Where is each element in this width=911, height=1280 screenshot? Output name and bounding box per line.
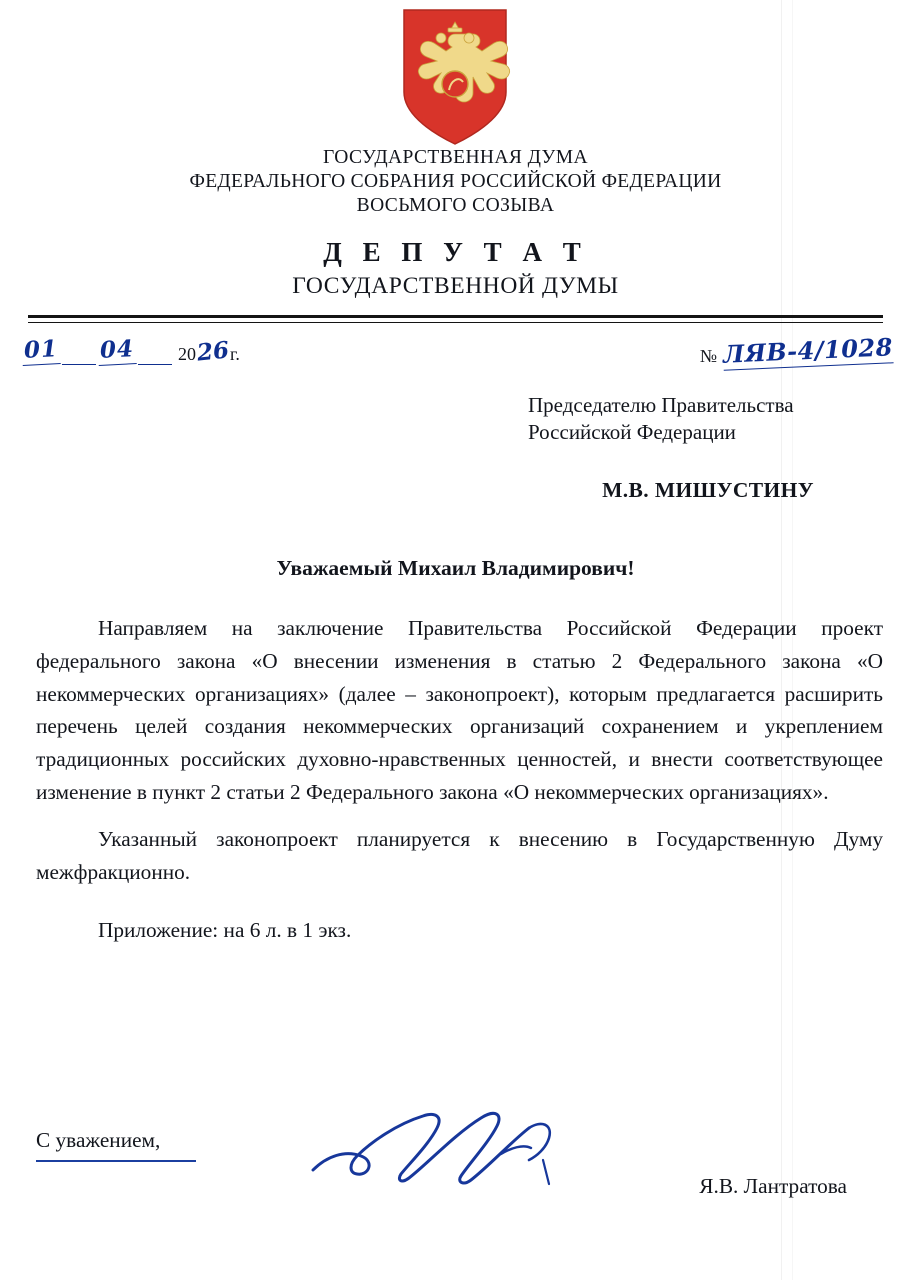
russian-coat-of-arms-icon — [396, 8, 514, 148]
header-divider-thin — [28, 322, 883, 323]
number-value: ЛЯВ-4/1028 — [722, 332, 894, 369]
date-gap — [62, 344, 96, 365]
handwritten-signature-icon — [305, 1098, 605, 1208]
addressee-line-2: Российской Федерации — [528, 420, 736, 445]
document-number — [699, 332, 894, 369]
document-date — [22, 336, 240, 365]
header-divider-thick — [28, 315, 883, 318]
addressee-line-1: Председателю Правительства — [528, 393, 794, 417]
year-suffix: г. — [230, 344, 240, 364]
letter-body — [36, 612, 883, 961]
closing-phrase: С уважением, — [36, 1128, 161, 1152]
body-paragraph: Направляем на заключение Правительства Российской Федерации проект федерального закона «О внесении изменения в статью 2 Федерального закона «О некоммерческих организациях» (далее – законопроект), которым предлагается расширить перечень целей создания некоммерческих организаций сохранением и укреплением традиционных российских духовно-нравственных ценностей, и внести соответствующее изменение в пункт 2 статьи 2 Федерального закона «О некоммерческих организациях». — [36, 616, 883, 804]
date-month-value: 04 — [97, 335, 136, 366]
header-subtitle: ГОСУДАРСТВЕННОЙ ДУМЫ — [292, 272, 619, 299]
appendix-note: Приложение: на 6 л. в 1 экз. — [98, 918, 352, 943]
date-day-value: 01 — [21, 335, 60, 366]
year-handwritten: 26 — [195, 336, 231, 367]
header-line-3: ВОСЬМОГО СОЗЫВА — [356, 195, 555, 217]
addressee-block — [528, 392, 888, 447]
body-paragraph: Указанный законопроект планируется к внесению в Государственную Думу межфракционно. — [36, 826, 883, 884]
closing-underline — [36, 1160, 196, 1162]
header-line-1: ГОСУДАРСТВЕННАЯ ДУМА — [323, 147, 588, 168]
year-prefix: 20 — [178, 344, 197, 364]
header-title: Д Е П У Т А Т — [323, 236, 588, 267]
addressee-name: М.В. МИШУСТИНУ — [602, 478, 814, 502]
salutation: Уважаемый Михаил Владимирович! — [276, 556, 635, 580]
header-line-2: ФЕДЕРАЛЬНОГО СОБРАНИЯ РОССИЙСКОЙ ФЕДЕРАЦИИ — [189, 171, 722, 193]
number-label: № — [699, 346, 718, 366]
letterhead-header — [0, 146, 911, 301]
date-gap — [138, 344, 172, 365]
signer-name: Я.В. Лантратова — [699, 1174, 847, 1198]
